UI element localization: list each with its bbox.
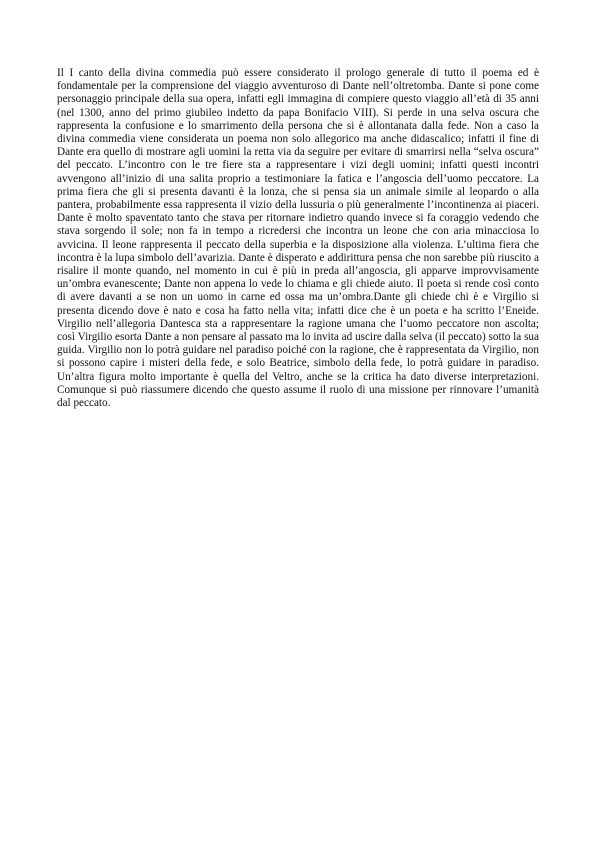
body-paragraph: Il I canto della divina commedia può essere considerato il prologo generale di tutto il poema ed è fondamentale per la comprensione del viaggio avventuroso di Dante nell’oltretomba. Dante si pone come personaggio principale della sua opera, infatti egli immagina di compiere questo viaggio all’età di 35 anni (nel 1300, anno del primo giubileo indetto da papa Bonifacio VIII). Si perde in una selva oscura che rappresenta la confusione e lo smarrimento della persona che si è allontanata dalla fede. Non a caso la divina commedia viene considerata un poema non solo allegorico ma anche didascalico; infatti il fine di Dante era quello di mostrare agli uomini la retta via da seguire per evitare di smarrirsi nella “selva oscura” del peccato. L’incontro con le tre fiere sta a rappresentare i vizi degli uomini; infatti questi incontri avvengono all’inizio di una salita proprio a testimoniare la fatica e l’angoscia dell’uomo peccatore. La prima fiera che gli si presenta davanti è la lonza, che si pensa sia un animale simile al leopardo o alla pantera, probabilmente essa rappresenta il vizio della lussuria o più generalmente l’incontinenza ai piaceri. Dante è molto spaventato tanto che stava per ritornare indietro quando invece si fa coraggio vedendo che stava sorgendo il sole; non fa in tempo a ricredersi che incontra un leone che con aria minacciosa lo avvicina. Il leone rappresenta il peccato della superbia e la disposizione alla violenza. L’ultima fiera che incontra è la lupa simbolo dell’avarizia. Dante è disperato e addirittura pensa che non sarebbe più riuscito a risalire il monte quando, nel momento in cui è più in preda all’angoscia, gli apparve improvvisamente un’ombra evanescente; Dante non appena lo vede lo chiama e gli chiede aiuto. Il poeta si rende così conto di avere davanti a se non un uomo in carne ed ossa ma un’ombra.Dante gli chiede chi è e Virgilio si presenta dicendo dove è nato e cosa ha fatto nella vita; infatti dice che è un poeta e ha scritto l’Eneide. Virgilio nell’allegoria Dantesca sta a rappresentare la ragione umana che l’uomo peccatore non ascolta; così Virgilio esorta Dante a non pensare al passato ma lo invita ad uscire dalla selva (il peccato) sotto la sua guida. Virgilio non lo potrà guidare nel paradiso poiché con la ragione, che è rappresentata da Virgilio, non si possono capire i misteri della fede, e solo Beatrice, simbolo della fede, lo potrà guidare in paradiso. Un’altra figura molto importante è quella del Veltro, anche se la critica ha dato diverse interpretazioni. Comunque si può riassumere dicendo che questo assume il ruolo di una missione per rinnovare l’umanità dal peccato. xyxy=(57,67,539,410)
